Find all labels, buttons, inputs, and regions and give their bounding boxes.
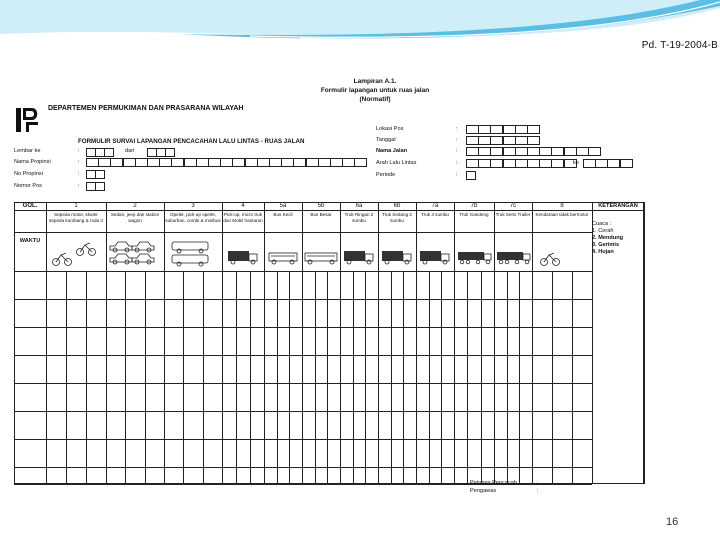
class-number-7a: 7a (431, 203, 439, 209)
arah-dari-boxes[interactable] (466, 159, 576, 167)
colon: : (456, 126, 458, 132)
colon: : (78, 159, 80, 165)
sub-column-line (572, 271, 573, 484)
weather-legend (592, 221, 623, 256)
label-no-propinsi: No Propinsi (14, 171, 43, 177)
sub-column-line (519, 271, 520, 484)
form-title: FORMULIR SURVAI LAPANGAN PENCACAHAN LALU LINTAS - RUAS JALAN (78, 138, 305, 145)
class-description-6a: Truk Ringan 2 sumbu (344, 212, 374, 223)
sub-column-line (353, 271, 354, 484)
sub-column-line (315, 271, 316, 484)
petugas-pencacah-label: Petugas Pencacah (470, 480, 517, 486)
column-line (264, 202, 265, 484)
sub-column-line (441, 271, 442, 484)
lokasi-pos-boxes[interactable] (466, 125, 539, 133)
class-number-2: 2 (133, 203, 137, 209)
class-description-3: Opelet, pick-up opelet, suburban, combi & minibus (165, 212, 221, 223)
gol-label: GOL. (22, 203, 38, 209)
class-number-7b: 7b (470, 203, 478, 209)
sub-column-line (429, 271, 430, 484)
lembar-ke-boxes[interactable] (86, 148, 114, 156)
sub-column-line (183, 271, 184, 484)
class-number-6b: 6b (393, 203, 401, 209)
pengawas-label: Pengawas (470, 488, 497, 494)
row-line (14, 327, 592, 328)
colon: : (456, 137, 458, 143)
class-number-5a: 5a (279, 203, 287, 209)
class-description-4: Pick-up, micro truk dan Mobil hantaran (223, 212, 263, 223)
sub-column-line (66, 271, 67, 484)
sub-column-line (145, 271, 146, 484)
row-line (14, 232, 592, 233)
weather-item: 3. Gerimis (592, 242, 620, 248)
sub-column-line (327, 271, 328, 484)
column-line (106, 202, 107, 484)
header-line-3: (Normatif) (359, 96, 391, 103)
department-name: DEPARTEMEN PERMUKIMAN DAN PRASARANA WILAYAH (48, 105, 244, 112)
class-description-7a: Truk 3 sumbu (421, 212, 449, 217)
class-number-1: 1 (74, 203, 78, 209)
row-line (14, 271, 592, 272)
column-line (164, 202, 165, 484)
sub-column-line (365, 271, 366, 484)
column-line (454, 202, 455, 484)
column-line (494, 202, 495, 484)
row-line (14, 355, 592, 356)
nama-propinsi-boxes[interactable] (86, 158, 367, 166)
sub-column-line (236, 271, 237, 484)
sub-column-line (250, 271, 251, 484)
column-line (46, 202, 47, 484)
sub-column-line (507, 271, 508, 484)
class-description-6b: Truk Sedang 2 sumbu (382, 212, 412, 223)
header-line-2: Formulir lapangan untuk ruas jalan (320, 87, 430, 94)
label-ke: ke (573, 160, 579, 166)
column-line (416, 202, 417, 484)
arah-ke-boxes[interactable] (583, 159, 632, 167)
weather-title: Cuaca : (592, 221, 612, 227)
sub-column-line (86, 271, 87, 484)
traffic-count-table (14, 202, 644, 484)
sub-column-line (467, 271, 468, 484)
dari-boxes[interactable] (147, 148, 175, 156)
label-nomor-pos: Nomor Pos (14, 183, 42, 189)
class-description-2: Sedan, jeep dan station wagon (110, 212, 160, 223)
class-description-7c: Truk Semi Trailer (495, 212, 531, 217)
class-number-4: 4 (241, 203, 245, 209)
sub-column-line (289, 271, 290, 484)
page-number: 16 (666, 516, 679, 528)
class-number-7c: 7c (509, 203, 517, 209)
periode-box[interactable] (466, 171, 475, 179)
sub-column-line (203, 271, 204, 484)
row-line (14, 299, 592, 300)
colon: : (78, 171, 80, 177)
label-lembar-ke: Lembar ke (14, 148, 41, 154)
no-propinsi-boxes[interactable] (86, 170, 104, 178)
class-number-6a: 6a (355, 203, 363, 209)
petugas-colon: : (537, 480, 539, 486)
colon: : (456, 160, 458, 166)
column-line (644, 202, 645, 484)
row-line (14, 210, 592, 211)
tanggal-boxes[interactable] (466, 136, 539, 144)
sub-column-line (403, 271, 404, 484)
label-periode: Periode (376, 172, 396, 178)
row-line (592, 210, 644, 211)
header-wave-decoration (0, 0, 720, 40)
form-header (300, 77, 450, 104)
pengawas-colon: : (537, 488, 539, 494)
colon: : (456, 148, 458, 154)
row-line (14, 411, 592, 412)
sub-column-line (277, 271, 278, 484)
label-dari: dari (125, 148, 135, 154)
row-line (14, 383, 592, 384)
class-description-7b: Truk Gandeng (459, 212, 489, 217)
label-nama-propinsi: Nama Propinsi (14, 159, 51, 165)
waktu-label: WAKTU (19, 238, 41, 244)
class-description-1: Sepeda motor, skuter sepeda kumbang & roda 3 (49, 212, 103, 223)
colon: : (78, 148, 80, 154)
sub-column-line (481, 271, 482, 484)
row-line (14, 439, 592, 440)
department-logo-icon (14, 106, 42, 134)
class-number-3: 3 (191, 203, 195, 209)
weather-item: 2. Mendung (592, 235, 624, 241)
column-line (532, 202, 533, 484)
column-line (302, 202, 303, 484)
column-line (378, 202, 379, 484)
class-description-8: Kendaraan tidak bermotor (535, 212, 589, 217)
colon: : (456, 172, 458, 178)
keterangan-label: KETERANGAN (598, 203, 638, 209)
label-nama-jalan: Nama Jalan (376, 148, 408, 154)
document-reference: Pd. T-19-2004-B (641, 40, 718, 51)
label-arah-lalu-lintas: Arah Lalu Lintas (376, 160, 417, 166)
label-lokasi-pos: Lokasi Pos (376, 126, 404, 132)
class-number-5b: 5b (317, 203, 325, 209)
nomor-pos-boxes[interactable] (86, 182, 104, 190)
weather-item: 4. Hujan (592, 249, 614, 255)
sub-column-line (391, 271, 392, 484)
colon: : (78, 183, 80, 189)
class-number-8: 8 (560, 203, 564, 209)
class-description-5b: Bus Besar (310, 212, 332, 217)
column-line (14, 202, 15, 484)
class-description-5a: Bus Kecil (273, 212, 293, 217)
column-line (222, 202, 223, 484)
sub-column-line (125, 271, 126, 484)
weather-item: 1. Cerah (592, 228, 614, 234)
nama-jalan-boxes[interactable] (466, 147, 600, 155)
row-line (14, 467, 592, 468)
label-tanggal: Tanggal (376, 137, 396, 143)
column-line (340, 202, 341, 484)
sub-column-line (552, 271, 553, 484)
header-line-1: Lampiran A.1. (353, 78, 397, 85)
